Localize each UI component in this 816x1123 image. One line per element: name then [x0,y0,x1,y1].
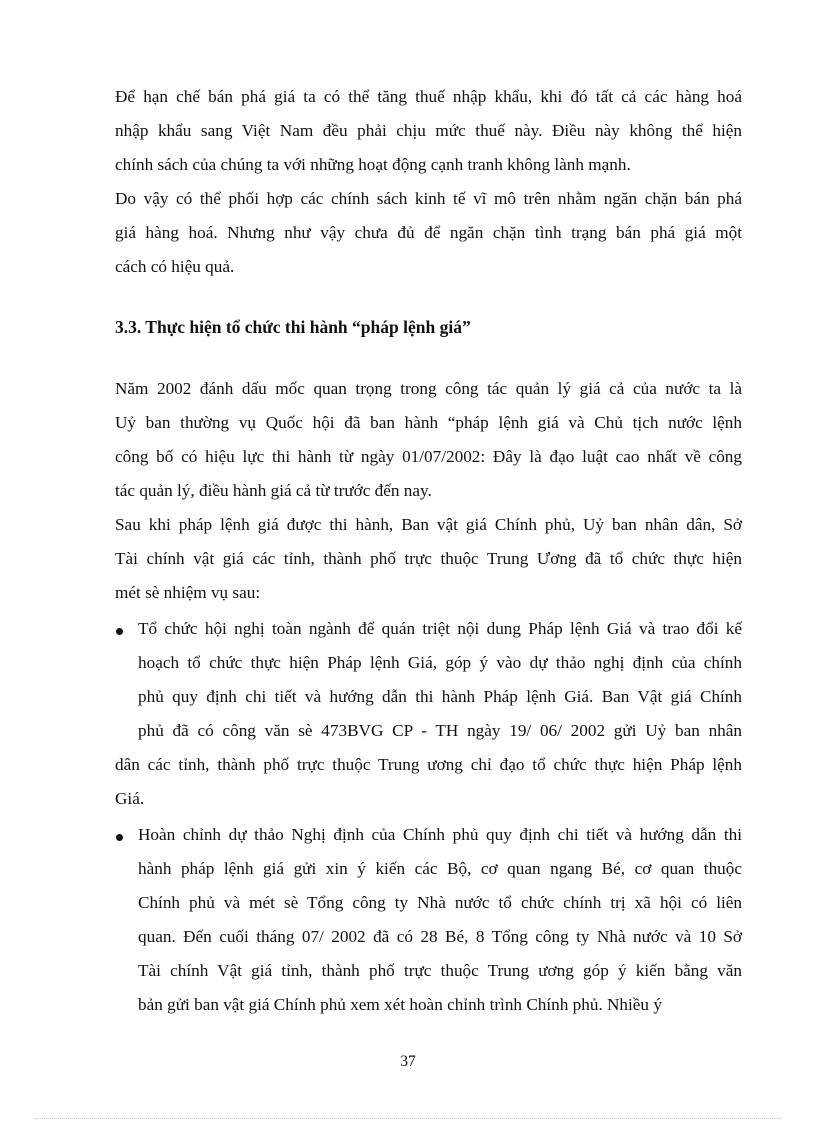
text-line: chính sách của chúng ta với những hoạt động cạnh tranh không lành mạnh. [115,155,631,174]
text-line: Hoàn chỉnh dự thảo Nghị định của Chính phủ quy định chi tiết và hướng dẫn thi [138,825,742,844]
text-line: giá hàng hoá. Nhưng như vậy chưa đủ để ngăn chặn tình trạng bán phá giá một [115,223,742,242]
text-line: Năm 2002 đánh dấu mốc quan trọng trong công tác quản lý giá cả của nước ta là [115,379,742,398]
text-line: Do vậy có thể phối hợp các chính sách kinh tế vĩ mô trên nhằm ngăn chặn bán phá [115,189,742,208]
text-line: hành pháp lệnh giá gửi xin ý kiến các Bộ, cơ quan ngang Bé, cơ quan thuộc [138,859,742,878]
text-line: phủ quy định chi tiết và hướng dẫn thi hành Pháp lệnh Giá. Ban Vật giá Chính [138,687,742,706]
text-line: Chính phủ và mét sè Tổng công ty Nhà nước tổ chức chính trị xã hội có liên [138,893,742,912]
text-line: Giá. [115,789,145,808]
text-line: Uỷ ban thường vụ Quốc hội đã ban hành “pháp lệnh giá và Chủ tịch nước lệnh [115,413,742,432]
text-line: phủ đã có công văn sè 473BVG CP - TH ngày 19/ 06/ 2002 gửi Uỷ ban nhân [138,721,742,740]
text-line: hoạch tổ chức thực hiện Pháp lệnh Giá, góp ý vào dự thảo nghị định của chính [138,653,742,672]
text-line: cách có hiệu quả. [115,257,235,276]
text-line: Tổ chức hội nghị toàn ngành để quán triệt nội dung Pháp lệnh Giá và trao đổi kế [138,619,742,638]
text-line: bản gửi ban vật giá Chính phủ xem xét hoàn chỉnh trình Chính phủ. Nhiều ý [138,995,662,1014]
text-line: Tài chính Vật giá tỉnh, thành phố trực thuộc Trung ương góp ý kiến bằng văn [138,961,742,980]
text-line: Để hạn chế bán phá giá ta có thể tăng thuế nhập khẩu, khi đó tất cả các hàng hoá [115,87,742,106]
text-line: dân các tỉnh, thành phố trực thuộc Trung ương chỉ đạo tổ chức thực hiện Pháp lệnh [115,755,742,774]
section-heading: 3.3. Thực hiện tổ chức thi hành “pháp lệnh giá” [115,317,471,337]
text-line: Tài chính vật giá các tỉnh, thành phố trực thuộc Trung Ương đã tổ chức thực hiện [115,549,742,568]
text-line: mét sè nhiệm vụ sau: [115,583,261,602]
text-line: Sau khi pháp lệnh giá được thi hành, Ban vật giá Chính phủ, Uỷ ban nhân dân, Sở [115,515,742,534]
text-line: tác quản lý, điều hành giá cả từ trước đến nay. [115,481,432,500]
page-bottom-border [35,1118,781,1119]
bullet-icon [116,834,126,844]
text-line: quan. Đến cuối tháng 07/ 2002 đã có 28 Bé, 8 Tổng công ty Nhà nước và 10 Sở [138,927,742,946]
text-line: nhập khẩu sang Việt Nam đều phải chịu mức thuế này. Điều này không thể hiện [115,121,742,140]
bullet-icon [116,628,126,638]
text-line: công bố có hiệu lực thi hành từ ngày 01/07/2002: Đây là đạo luật cao nhất về công [115,447,742,466]
page-number: 37 [400,1053,416,1070]
